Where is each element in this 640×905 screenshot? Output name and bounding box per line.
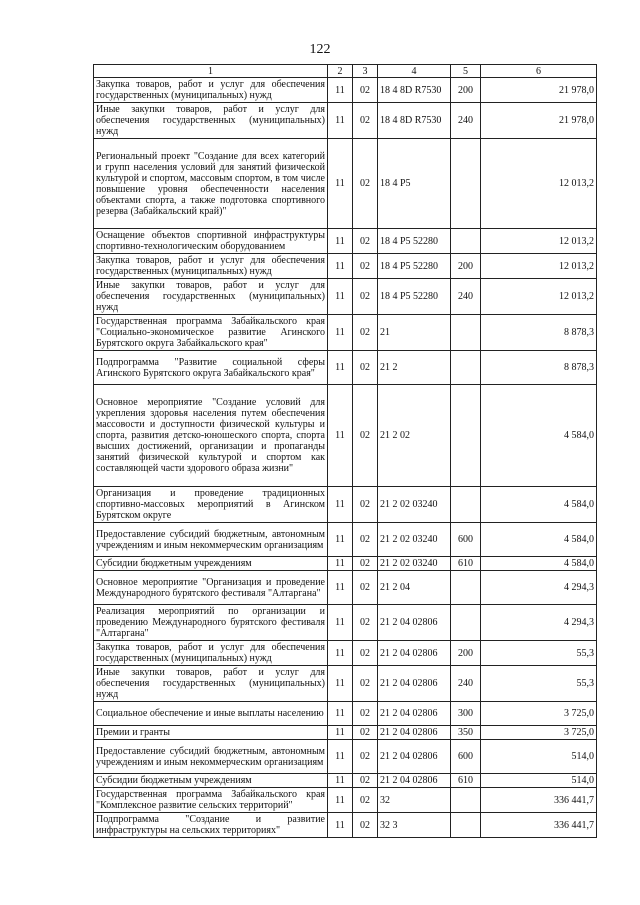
row-name: Реализация мероприятий по организации и проведению Международного бурятского фестиваля "Алтаргана" — [94, 605, 328, 641]
row-amount: 514,0 — [481, 740, 597, 774]
row-expense-type — [451, 139, 481, 229]
row-section: 11 — [328, 78, 353, 103]
row-expense-type — [451, 605, 481, 641]
row-name: Субсидии бюджетным учреждениям — [94, 774, 328, 788]
row-expense-type: 200 — [451, 78, 481, 103]
row-section: 11 — [328, 557, 353, 571]
row-subsection: 02 — [353, 641, 378, 666]
row-target-code: 21 2 04 02806 — [378, 740, 451, 774]
row-expense-type: 240 — [451, 103, 481, 139]
column-header: 3 — [353, 65, 378, 78]
table-row — [94, 523, 597, 557]
row-target-code: 21 — [378, 315, 451, 351]
row-expense-type: 600 — [451, 740, 481, 774]
row-section: 11 — [328, 103, 353, 139]
column-header: 6 — [481, 65, 597, 78]
row-amount: 336 441,7 — [481, 788, 597, 813]
row-section: 11 — [328, 702, 353, 726]
table-row — [94, 571, 597, 605]
row-target-code: 21 2 02 03240 — [378, 557, 451, 571]
row-section: 11 — [328, 666, 353, 702]
row-subsection: 02 — [353, 315, 378, 351]
table-row — [94, 351, 597, 385]
row-section: 11 — [328, 641, 353, 666]
row-name: Предоставление субсидий бюджетным, автономным учреждениям и иным некоммерческим организациям — [94, 740, 328, 774]
row-subsection: 02 — [353, 487, 378, 523]
row-expense-type: 240 — [451, 666, 481, 702]
row-target-code: 21 2 02 03240 — [378, 487, 451, 523]
row-section: 11 — [328, 813, 353, 838]
table-row — [94, 279, 597, 315]
row-subsection: 02 — [353, 774, 378, 788]
row-subsection: 02 — [353, 813, 378, 838]
row-subsection: 02 — [353, 103, 378, 139]
row-target-code: 21 2 02 — [378, 385, 451, 487]
row-section: 11 — [328, 487, 353, 523]
row-name: Подпрограмма "Развитие социальной сферы Агинского Бурятского округа Забайкальского края" — [94, 351, 328, 385]
row-target-code: 32 3 — [378, 813, 451, 838]
table-header-row — [94, 65, 597, 78]
row-section: 11 — [328, 740, 353, 774]
row-target-code: 18 4 P5 52280 — [378, 279, 451, 315]
row-subsection: 02 — [353, 139, 378, 229]
row-section: 11 — [328, 315, 353, 351]
row-amount: 21 978,0 — [481, 78, 597, 103]
row-expense-type: 610 — [451, 557, 481, 571]
row-section: 11 — [328, 279, 353, 315]
row-name: Региональный проект "Создание для всех категорий и групп населения условий для занятий физической культурой и спортом, массовым спортом, в том числе повышение уровня обеспеченности населения объектами спорта, а также подготовка спортивного резерва (Забайкальский край)" — [94, 139, 328, 229]
row-expense-type — [451, 487, 481, 523]
row-subsection: 02 — [353, 666, 378, 702]
table-row — [94, 78, 597, 103]
row-target-code: 21 2 — [378, 351, 451, 385]
table-row — [94, 666, 597, 702]
row-section: 11 — [328, 571, 353, 605]
row-target-code: 21 2 04 02806 — [378, 726, 451, 740]
row-subsection: 02 — [353, 788, 378, 813]
table-row — [94, 813, 597, 838]
row-subsection: 02 — [353, 385, 378, 487]
row-expense-type — [451, 571, 481, 605]
row-amount: 21 978,0 — [481, 103, 597, 139]
row-amount: 12 013,2 — [481, 229, 597, 254]
row-section: 11 — [328, 774, 353, 788]
row-amount: 514,0 — [481, 774, 597, 788]
row-expense-type: 300 — [451, 702, 481, 726]
table-row — [94, 139, 597, 229]
row-subsection: 02 — [353, 254, 378, 279]
row-name: Субсидии бюджетным учреждениям — [94, 557, 328, 571]
row-amount: 3 725,0 — [481, 702, 597, 726]
row-section: 11 — [328, 254, 353, 279]
row-amount: 8 878,3 — [481, 351, 597, 385]
row-amount: 8 878,3 — [481, 315, 597, 351]
row-expense-type: 240 — [451, 279, 481, 315]
row-name: Государственная программа Забайкальского края "Социально-экономическое развитие Агинского Бурятского округа Забайкальского края" — [94, 315, 328, 351]
row-expense-type — [451, 813, 481, 838]
row-expense-type — [451, 788, 481, 813]
column-header: 1 — [94, 65, 328, 78]
budget-table — [93, 64, 597, 838]
row-name: Закупка товаров, работ и услуг для обеспечения государственных (муниципальных) нужд — [94, 78, 328, 103]
row-name: Иные закупки товаров, работ и услуг для обеспечения государственных (муниципальных) нужд — [94, 279, 328, 315]
row-name: Закупка товаров, работ и услуг для обеспечения государственных (муниципальных) нужд — [94, 254, 328, 279]
row-subsection: 02 — [353, 571, 378, 605]
column-header: 4 — [378, 65, 451, 78]
row-expense-type — [451, 229, 481, 254]
row-subsection: 02 — [353, 351, 378, 385]
row-amount: 4 584,0 — [481, 385, 597, 487]
row-name: Иные закупки товаров, работ и услуг для обеспечения государственных (муниципальных) нужд — [94, 666, 328, 702]
row-section: 11 — [328, 229, 353, 254]
row-name: Основное мероприятие "Организация и проведение Международного бурятского фестиваля "Алтаргана" — [94, 571, 328, 605]
table-row — [94, 103, 597, 139]
row-subsection: 02 — [353, 229, 378, 254]
row-target-code: 21 2 04 02806 — [378, 702, 451, 726]
row-name: Оснащение объектов спортивной инфраструктуры спортивно-технологическим оборудованием — [94, 229, 328, 254]
row-subsection: 02 — [353, 702, 378, 726]
row-target-code: 32 — [378, 788, 451, 813]
row-target-code: 21 2 04 — [378, 571, 451, 605]
row-section: 11 — [328, 351, 353, 385]
row-target-code: 21 2 04 02806 — [378, 641, 451, 666]
row-name: Социальное обеспечение и иные выплаты населению — [94, 702, 328, 726]
row-expense-type: 600 — [451, 523, 481, 557]
row-name: Предоставление субсидий бюджетным, автономным учреждениям и иным некоммерческим организациям — [94, 523, 328, 557]
row-name: Закупка товаров, работ и услуг для обеспечения государственных (муниципальных) нужд — [94, 641, 328, 666]
table-row — [94, 385, 597, 487]
row-name: Иные закупки товаров, работ и услуг для обеспечения государственных (муниципальных) нужд — [94, 103, 328, 139]
row-target-code: 18 4 P5 — [378, 139, 451, 229]
column-header: 5 — [451, 65, 481, 78]
row-amount: 4 584,0 — [481, 523, 597, 557]
row-subsection: 02 — [353, 279, 378, 315]
row-expense-type — [451, 315, 481, 351]
row-amount: 12 013,2 — [481, 139, 597, 229]
row-subsection: 02 — [353, 740, 378, 774]
row-name: Основное мероприятие "Создание условий для укрепления здоровья населения путем обеспечения массовости и доступности физической культуры и спорта, развития детско-юношеского спорта, спорта высших достижений, организации и пропаганды занятий физической культурой и спортом как составляющей части здорового образа жизни" — [94, 385, 328, 487]
column-header: 2 — [328, 65, 353, 78]
row-target-code: 21 2 04 02806 — [378, 605, 451, 641]
table-row — [94, 740, 597, 774]
table-row — [94, 315, 597, 351]
row-expense-type: 200 — [451, 641, 481, 666]
table-row — [94, 487, 597, 523]
row-target-code: 21 2 02 03240 — [378, 523, 451, 557]
table-row — [94, 605, 597, 641]
row-name: Государственная программа Забайкальского края "Комплексное развитие сельских территорий" — [94, 788, 328, 813]
row-section: 11 — [328, 605, 353, 641]
row-amount: 336 441,7 — [481, 813, 597, 838]
table-row — [94, 641, 597, 666]
row-name: Организация и проведение традиционных спортивно-массовых мероприятий в Агинском Бурятском округе — [94, 487, 328, 523]
row-section: 11 — [328, 726, 353, 740]
row-section: 11 — [328, 385, 353, 487]
row-subsection: 02 — [353, 78, 378, 103]
table-row — [94, 557, 597, 571]
row-amount: 4 584,0 — [481, 557, 597, 571]
row-name: Премии и гранты — [94, 726, 328, 740]
row-subsection: 02 — [353, 726, 378, 740]
row-amount: 4 584,0 — [481, 487, 597, 523]
row-expense-type: 610 — [451, 774, 481, 788]
row-amount: 55,3 — [481, 666, 597, 702]
row-name: Подпрограмма "Создание и развитие инфраструктуры на сельских территориях" — [94, 813, 328, 838]
row-amount: 12 013,2 — [481, 279, 597, 315]
row-subsection: 02 — [353, 605, 378, 641]
table-row — [94, 726, 597, 740]
row-target-code: 21 2 04 02806 — [378, 774, 451, 788]
row-expense-type — [451, 351, 481, 385]
row-amount: 12 013,2 — [481, 254, 597, 279]
table-row — [94, 788, 597, 813]
row-amount: 3 725,0 — [481, 726, 597, 740]
table-row — [94, 702, 597, 726]
row-expense-type: 200 — [451, 254, 481, 279]
row-amount: 55,3 — [481, 641, 597, 666]
table-row — [94, 254, 597, 279]
row-section: 11 — [328, 523, 353, 557]
row-amount: 4 294,3 — [481, 571, 597, 605]
row-subsection: 02 — [353, 523, 378, 557]
row-section: 11 — [328, 139, 353, 229]
row-amount: 4 294,3 — [481, 605, 597, 641]
page-number: 122 — [309, 42, 331, 57]
row-target-code: 18 4 P5 52280 — [378, 254, 451, 279]
row-section: 11 — [328, 788, 353, 813]
table-row — [94, 229, 597, 254]
row-target-code: 21 2 04 02806 — [378, 666, 451, 702]
row-target-code: 18 4 8D R7530 — [378, 78, 451, 103]
row-target-code: 18 4 8D R7530 — [378, 103, 451, 139]
row-subsection: 02 — [353, 557, 378, 571]
row-target-code: 18 4 P5 52280 — [378, 229, 451, 254]
table-row — [94, 774, 597, 788]
row-expense-type — [451, 385, 481, 487]
row-expense-type: 350 — [451, 726, 481, 740]
